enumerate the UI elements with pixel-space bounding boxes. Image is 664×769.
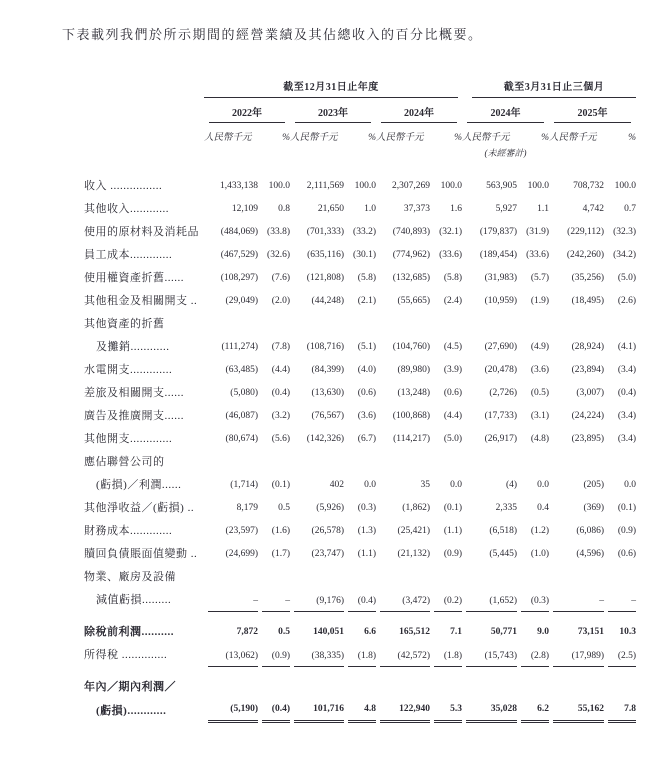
cell-value: (4.4) <box>443 411 463 421</box>
cell-value: (0.3) <box>517 589 549 612</box>
table-row <box>84 244 636 267</box>
cell-value: (18,495) <box>571 296 605 306</box>
table-row <box>84 290 636 313</box>
cell-value: (1.9) <box>530 296 550 306</box>
row-gap <box>84 667 636 676</box>
unit-header: 人民幣千元 <box>290 133 338 143</box>
pct-header: % <box>541 133 550 143</box>
cell-value: (0.2) <box>430 589 462 612</box>
unaudited-note: (未經審計) <box>484 148 527 158</box>
cell-value: 12,109 <box>231 204 258 214</box>
cell-value: (0.4) <box>271 388 290 398</box>
cell-value: (23,747) <box>311 549 344 559</box>
cell-value: (2.4) <box>443 296 463 306</box>
cell-value: – <box>258 589 290 612</box>
row-label: 使用權資產折舊...... <box>84 272 184 284</box>
cell-value: (13,630) <box>311 388 344 398</box>
cell-value: 101,716 <box>290 699 344 723</box>
cell-value: 4.8 <box>344 699 376 723</box>
cell-value: 7,872 <box>236 627 258 637</box>
cell-value: (26,578) <box>311 526 344 536</box>
cell-value: (1.8) <box>430 644 462 667</box>
row-label: 其他收入............ <box>84 203 169 215</box>
unit-header: 人民幣千元 <box>376 133 424 143</box>
cell-value: (5,080) <box>230 388 258 398</box>
cell-value: (5.1) <box>357 342 376 352</box>
pct-header: % <box>368 133 376 143</box>
cell-value: (28,924) <box>571 342 605 352</box>
cell-value: 2,335 <box>495 503 518 513</box>
cell-value: (3.4) <box>617 365 637 375</box>
cell-value: 0.0 <box>450 480 463 490</box>
cell-value: 1.0 <box>364 204 376 214</box>
cell-value: (3.1) <box>530 411 550 421</box>
cell-value: (5.0) <box>617 273 637 283</box>
cell-value: (4.0) <box>357 365 376 375</box>
cell-value: (0.4) <box>344 589 376 612</box>
row-label: 財務成本............. <box>84 525 173 537</box>
cell-value: (44,248) <box>311 296 344 306</box>
cell-value: (0.5) <box>530 388 550 398</box>
row-label: 及攤銷............ <box>96 341 170 353</box>
cell-value: 1.1 <box>537 204 550 214</box>
year-header-2023: 2023年 <box>290 98 376 123</box>
cell-value: 2,307,269 <box>392 181 430 191</box>
cell-value: (24,224) <box>571 411 605 421</box>
row-label: 使用的原材料及消耗品 <box>84 226 199 238</box>
cell-value: (484,069) <box>220 227 258 237</box>
header-spacer <box>84 143 204 159</box>
cell-value: (2,726) <box>489 388 518 398</box>
cell-value: (31.9) <box>526 227 550 237</box>
cell-value: (38,335) <box>290 644 344 667</box>
cell-value: (1.7) <box>271 549 290 559</box>
row-label: (虧損)／利潤...... <box>96 479 182 491</box>
cell-value: (635,116) <box>307 250 344 260</box>
cell-value: (26,917) <box>484 434 518 444</box>
cell-value: (1.1) <box>357 549 376 559</box>
cell-value: (5.0) <box>443 434 463 444</box>
cell-value: (29,049) <box>225 296 258 306</box>
table-row <box>84 405 636 428</box>
cell-value: (23,895) <box>571 434 605 444</box>
cell-value: – <box>204 589 258 612</box>
row-label: 除稅前利潤.......... <box>84 626 174 638</box>
cell-value: 402 <box>329 480 344 490</box>
table-row <box>84 520 636 543</box>
table-row <box>84 566 636 589</box>
cell-value: 8,179 <box>236 503 258 513</box>
cell-value: (31,983) <box>484 273 518 283</box>
cell-value: 0.7 <box>624 204 637 214</box>
row-label: 廣告及推廣開支...... <box>84 410 184 422</box>
cell-value: (46,087) <box>225 411 258 421</box>
cell-value: (6,086) <box>576 526 605 536</box>
cell-value: (1.0) <box>530 549 550 559</box>
cell-value: (13,248) <box>397 388 430 398</box>
row-label: (虧損)............ <box>96 705 167 717</box>
cell-value: (15,743) <box>462 644 517 667</box>
row-label: 其他淨收益／(虧損) .. <box>84 502 195 514</box>
cell-value: (2.5) <box>604 644 636 667</box>
cell-value: (5.7) <box>530 273 550 283</box>
cell-value: (0.9) <box>617 526 637 536</box>
cell-value: (32.6) <box>267 250 290 260</box>
table-row <box>84 589 636 612</box>
cell-value: 100.0 <box>354 181 376 191</box>
cell-value: (5,445) <box>489 549 518 559</box>
unit-header: 人民幣千元 <box>462 133 510 143</box>
cell-value: (4.1) <box>617 342 637 352</box>
cell-value: 37,373 <box>403 204 430 214</box>
page <box>0 26 664 769</box>
period-group-quarterly <box>462 74 636 98</box>
cell-value: (13,062) <box>204 644 258 667</box>
table-row <box>84 313 636 336</box>
cell-value: (33.6) <box>526 250 550 260</box>
cell-value: (132,685) <box>392 273 430 283</box>
cell-value: (467,529) <box>220 250 258 260</box>
cell-value: (189,454) <box>479 250 518 260</box>
cell-value: (6,518) <box>489 526 518 536</box>
cell-value: (0.6) <box>357 388 376 398</box>
header-spacer <box>84 123 204 143</box>
cell-value: – <box>549 589 604 612</box>
row-gap <box>84 612 636 621</box>
table-row <box>84 543 636 566</box>
table-body <box>84 175 636 723</box>
cell-value: (5.8) <box>357 273 376 283</box>
table-row <box>84 644 636 667</box>
cell-value: 7.1 <box>450 627 463 637</box>
unit-header: 人民幣千元 <box>204 133 252 143</box>
cell-value: (1,862) <box>402 503 430 513</box>
cell-value: (229,112) <box>567 227 605 237</box>
cell-value: 2,111,569 <box>306 181 344 191</box>
period-group-annual-label: 截至12月31日止年度 <box>204 78 458 98</box>
header-gap <box>84 159 636 175</box>
cell-value: (55,665) <box>397 296 430 306</box>
row-label: 贖回負債賬面值變動 .. <box>84 548 198 560</box>
row-label: 其他租金及相關開支 .. <box>84 295 198 307</box>
cell-value: (242,260) <box>566 250 605 260</box>
period-group-quarterly-label: 截至3月31日止三個月 <box>472 78 636 98</box>
row-label: 差旅及相關開支...... <box>84 387 184 399</box>
cell-value: 563,905 <box>486 181 518 191</box>
cell-value: (7.6) <box>271 273 290 283</box>
cell-value: (701,333) <box>306 227 344 237</box>
cell-value: (369) <box>583 503 605 513</box>
cell-value: (1.8) <box>344 644 376 667</box>
intro-paragraph: 下表載列我們於所示期間的經營業績及其佔總收入的百分比概要。 <box>62 27 483 42</box>
table-row <box>84 621 636 644</box>
cell-value: 0.0 <box>364 480 376 490</box>
cell-value: (7.8) <box>271 342 290 352</box>
cell-value: 100.0 <box>268 181 290 191</box>
cell-value: (104,760) <box>392 342 430 352</box>
cell-value: (63,485) <box>225 365 258 375</box>
cell-value: 1.6 <box>450 204 463 214</box>
cell-value: (100,868) <box>392 411 430 421</box>
cell-value: (5.8) <box>443 273 463 283</box>
cell-value: 100.0 <box>527 181 550 191</box>
cell-value: (1,652) <box>462 589 517 612</box>
cell-value: 100.0 <box>440 181 463 191</box>
cell-value: (4.8) <box>530 434 550 444</box>
cell-value: 9.0 <box>537 627 550 637</box>
cell-value: 50,771 <box>490 627 518 637</box>
cell-value: 5,927 <box>495 204 518 214</box>
cell-value: (108,297) <box>220 273 258 283</box>
cell-value: (3.4) <box>617 411 637 421</box>
cell-value: (1.2) <box>530 526 550 536</box>
cell-value: (33.6) <box>439 250 463 260</box>
row-label: 減值虧損......... <box>96 594 172 606</box>
cell-value: (4.5) <box>443 342 463 352</box>
cell-value: 0.8 <box>278 204 290 214</box>
cell-value: (142,326) <box>306 434 344 444</box>
row-label: 其他開支............. <box>84 433 173 445</box>
cell-value: (1.1) <box>443 526 463 536</box>
pct-header: % <box>282 133 290 143</box>
cell-value: (4.4) <box>271 365 290 375</box>
year-header-q1-2024: 2024年 <box>462 98 549 123</box>
cell-value: (3.2) <box>271 411 290 421</box>
cell-value: (24,699) <box>225 549 258 559</box>
cell-value: (33.2) <box>353 227 376 237</box>
cell-value: (17,989) <box>549 644 604 667</box>
cell-value: 35 <box>420 480 430 490</box>
cell-value: 35,028 <box>462 699 517 723</box>
cell-value: (1.3) <box>357 526 376 536</box>
cell-value: 0.5 <box>278 503 290 513</box>
cell-value: (0.9) <box>443 549 463 559</box>
cell-value: (0.6) <box>443 388 463 398</box>
cell-value: 100.0 <box>614 181 637 191</box>
cell-value: (0.6) <box>617 549 637 559</box>
row-label: 收入 ................ <box>84 180 163 192</box>
table-row <box>84 359 636 382</box>
cell-value: (17,733) <box>484 411 518 421</box>
table-row <box>84 221 636 244</box>
cell-value: (5,926) <box>316 503 344 513</box>
cell-value: (3.6) <box>357 411 376 421</box>
table-header <box>84 74 636 175</box>
cell-value: (740,893) <box>392 227 430 237</box>
cell-value: 5.3 <box>430 699 462 723</box>
pct-header: % <box>454 133 463 143</box>
cell-value: (3,472) <box>376 589 430 612</box>
cell-value: (4.9) <box>530 342 550 352</box>
cell-value: (108,716) <box>306 342 344 352</box>
cell-value: (5,190) <box>204 699 258 723</box>
cell-value: 165,512 <box>399 627 430 637</box>
cell-value: 0.4 <box>537 503 550 513</box>
year-header-2022: 2022年 <box>204 98 290 123</box>
cell-value: (111,274) <box>221 342 258 352</box>
pct-header: % <box>628 133 637 143</box>
cell-value: (0.1) <box>271 480 290 490</box>
cell-value: (0.9) <box>258 644 290 667</box>
cell-value: (89,980) <box>397 365 430 375</box>
cell-value: 10.3 <box>619 627 637 637</box>
cell-value: (4) <box>505 480 518 490</box>
cell-value: 122,940 <box>376 699 430 723</box>
cell-value: (179,837) <box>479 227 518 237</box>
cell-value: (2.1) <box>357 296 376 306</box>
cell-value: (25,421) <box>397 526 430 536</box>
cell-value: (6.7) <box>357 434 376 444</box>
cell-value: (21,132) <box>397 549 430 559</box>
cell-value: (1,714) <box>230 480 258 490</box>
year-header-2024: 2024年 <box>376 98 462 123</box>
cell-value: 0.5 <box>278 627 290 637</box>
table-row <box>84 198 636 221</box>
table-row <box>84 382 636 405</box>
table-row <box>84 267 636 290</box>
cell-value: (0.1) <box>617 503 637 513</box>
cell-value: (30.1) <box>353 250 376 260</box>
period-group-annual <box>204 74 462 98</box>
cell-value: (4,596) <box>576 549 605 559</box>
cell-value: (0.3) <box>357 503 376 513</box>
row-label: 其他資產的折舊 <box>84 318 165 330</box>
cell-value: (10,959) <box>484 296 518 306</box>
cell-value: (0.4) <box>617 388 637 398</box>
cell-value: (9,176) <box>290 589 344 612</box>
cell-value: 6.2 <box>517 699 549 723</box>
cell-value: (2.0) <box>271 296 290 306</box>
cell-value: (33.8) <box>267 227 290 237</box>
table-row <box>84 336 636 359</box>
cell-value: (2.8) <box>517 644 549 667</box>
header-spacer <box>84 98 204 123</box>
table-row <box>84 428 636 451</box>
row-label: 年內／期內利潤／ <box>84 681 176 693</box>
cell-value: (84,399) <box>311 365 344 375</box>
cell-value: 708,732 <box>573 181 605 191</box>
row-label: 物業、廠房及設備 <box>84 571 176 583</box>
table-row <box>84 676 636 699</box>
cell-value: 7.8 <box>604 699 636 723</box>
cell-value: 1,433,138 <box>220 181 258 191</box>
header-spacer <box>84 74 204 98</box>
cell-value: (35,256) <box>571 273 605 283</box>
cell-value: (76,567) <box>311 411 344 421</box>
cell-value: 73,151 <box>577 627 605 637</box>
cell-value: 55,162 <box>549 699 604 723</box>
cell-value: (3,007) <box>576 388 605 398</box>
cell-value: (32.1) <box>439 227 463 237</box>
operating-results-table <box>84 74 636 723</box>
cell-value: (0.1) <box>443 503 463 513</box>
cell-value: (27,690) <box>484 342 518 352</box>
cell-value: (0.4) <box>258 699 290 723</box>
table-row <box>84 474 636 497</box>
cell-value: (1.6) <box>271 526 290 536</box>
cell-value: (3.4) <box>617 434 637 444</box>
cell-value: 21,650 <box>317 204 344 214</box>
cell-value: (205) <box>583 480 605 490</box>
cell-value: (42,572) <box>376 644 430 667</box>
cell-value: (5.6) <box>271 434 290 444</box>
cell-value: (20,478) <box>484 365 518 375</box>
row-label: 應佔聯營公司的 <box>84 456 165 468</box>
cell-value: 4,742 <box>582 204 605 214</box>
row-label: 員工成本............. <box>84 249 173 261</box>
cell-value: (32.3) <box>613 227 637 237</box>
cell-value: 0.0 <box>537 480 550 490</box>
cell-value: (23,597) <box>225 526 258 536</box>
cell-value: (3.9) <box>443 365 463 375</box>
cell-value: (23,894) <box>571 365 605 375</box>
cell-value: (80,674) <box>225 434 258 444</box>
unit-header: 人民幣千元 <box>549 133 597 143</box>
table-row <box>84 451 636 474</box>
table-row <box>84 699 636 723</box>
table-row <box>84 497 636 520</box>
cell-value: 140,051 <box>313 627 344 637</box>
cell-value: (34.2) <box>613 250 637 260</box>
cell-value: (3.6) <box>530 365 550 375</box>
cell-value: – <box>604 589 636 612</box>
row-label: 所得稅 .............. <box>84 649 168 661</box>
cell-value: (2.6) <box>617 296 637 306</box>
cell-value: 6.6 <box>364 627 376 637</box>
cell-value: 0.0 <box>624 480 637 490</box>
cell-value: (114,217) <box>393 434 430 444</box>
year-header-q1-2025: 2025年 <box>549 98 636 123</box>
row-label: 水電開支............. <box>84 364 173 376</box>
cell-value: (774,962) <box>392 250 430 260</box>
table-row <box>84 175 636 198</box>
cell-value: (121,808) <box>306 273 344 283</box>
